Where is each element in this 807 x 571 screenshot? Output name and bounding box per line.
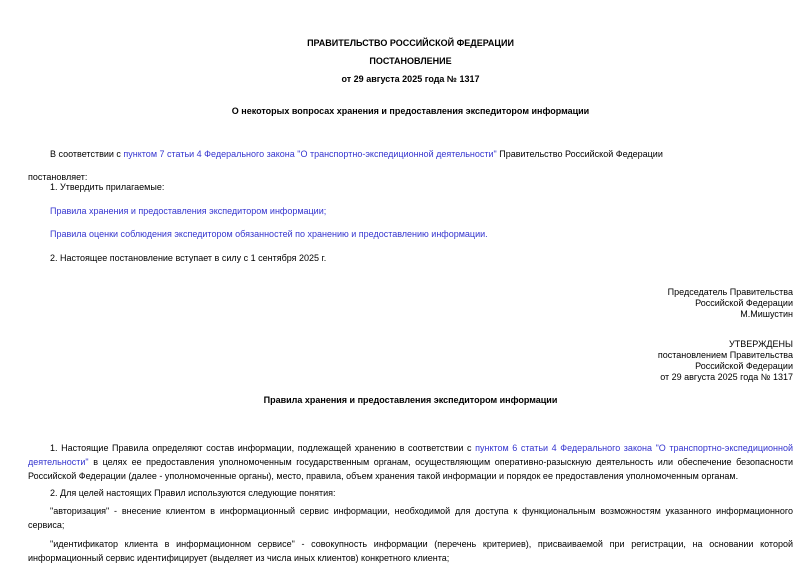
rules-p1-prefix: 1. Настоящие Правила определяют состав информации, подлежащей хранению в соответствии с [50,443,476,453]
law-point7-link[interactable]: пунктом 7 статьи 4 Федерального закона "О транспортно-экспедиционной деятельности" [123,149,497,159]
signature-line: Российской Федерации [695,298,793,308]
doc-title: О некоторых вопросах хранения и предоставления экспедитором информации [231,106,590,116]
approved-rule-1 [28,206,793,217]
approval-stamp-block [28,339,793,383]
resolves-line: постановляет: [28,171,88,182]
rules-paragraph-2: 2. Для целей настоящих Правил используются следующие понятия: [50,488,336,498]
preamble-paragraph [28,149,793,160]
signature-line: Председатель Правительства [667,287,793,297]
rules-paragraph-3: "авторизация" - внесение клиентом в информационный сервис информации, необходимой для доступа к функциональным возможностям указанного информационного сервиса; [28,506,793,530]
stamp-line: УТВЕРЖДЕНЫ [729,339,793,349]
rules-paragraph-1 [28,441,793,483]
rules-paragraph-4: "идентификатор клиента в информационном сервисе" - совокупность информации (перечень критериев), присваиваемой при регистрации, на основании которой информационный сервис идентифицирует (выделяет из числа иных клиентов) конкретного клиента; [28,539,793,563]
doc-org: ПРАВИТЕЛЬСТВО РОССИЙСКОЙ ФЕДЕРАЦИИ [307,38,514,48]
stamp-line: от 29 августа 2025 года № 1317 [660,372,793,382]
signature-block [28,287,793,320]
decree-item-1: 1. Утвердить прилагаемые: [50,182,165,192]
signature-name: М.Мишустин [740,309,793,319]
preamble-prefix: В соответствии с [50,149,124,159]
doc-date-number: от 29 августа 2025 года № 1317 [341,74,480,84]
stamp-line: постановлением Правительства [657,350,793,360]
stamp-line: Российской Федерации [695,361,793,371]
rules-p1-suffix: в целях ее предоставления уполномоченным государственным органам, осуществляющим оперативно-разыскную деятельность или обеспечение безопасности Российской Федерации (далее - уполномоченные органы), место, правила, объем хранения такой информации и порядок ее предоставления уполномоченным органам. [28,457,793,481]
approved-rule-2 [28,229,793,240]
doc-type: ПОСТАНОВЛЕНИЕ [369,56,452,66]
rules-assessment-link[interactable]: Правила оценки соблюдения экспедитором обязанностей по хранению и предоставлению информации. [50,229,488,239]
law-point6-link[interactable]: пунктом 6 статьи 4 Федерального закона "О транспортно-экспедиционной деятельности" [28,443,794,467]
rules-storage-link[interactable]: Правила хранения и предоставления экспедитором информации; [50,205,327,216]
rules-title: Правила хранения и предоставления экспедитором информации [263,395,558,405]
preamble-suffix: Правительство Российской Федерации [496,149,663,159]
decree-item-2: 2. Настоящее постановление вступает в силу с 1 сентября 2025 г. [50,252,327,263]
